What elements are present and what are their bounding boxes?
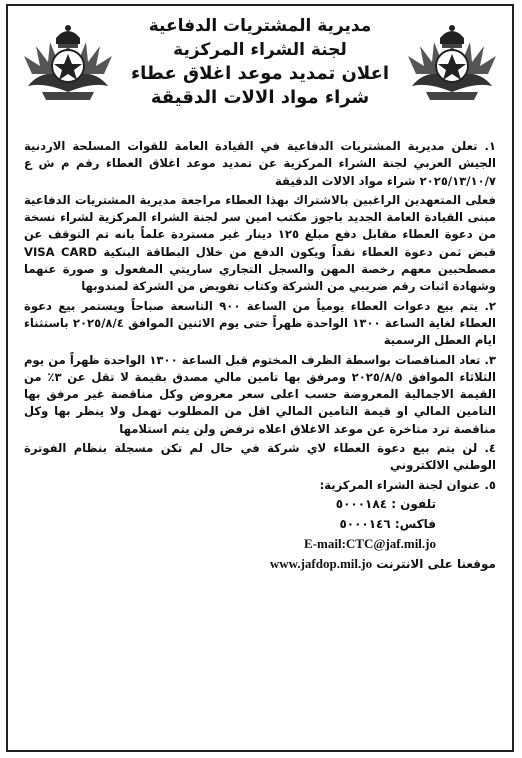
- fax-number: فاكس: ٥٠٠٠١٤٦: [339, 516, 436, 531]
- notice-header: [118, 14, 402, 110]
- notice-frame: [6, 4, 514, 752]
- notice-body: [24, 138, 496, 574]
- tender-subject: شراء مواد الالات الدقيقة: [150, 87, 370, 108]
- army-emblem-icon: [22, 16, 114, 108]
- website-line: [24, 554, 496, 574]
- website-link[interactable]: www.jafdop.mil.jo: [269, 555, 373, 571]
- army-emblem-icon: [406, 16, 498, 108]
- email-link[interactable]: E-mail:CTC@jaf.mil.jo: [304, 535, 436, 551]
- paragraph-2: ٢. يتم بيع دعوات العطاء يومياً من الساعة ٩٠٠ التاسعة صباحاً ويستمر بيع دعوة العطاء لغاية الساعة ١٣٠٠ الواحدة ظهراً حتى يوم الاثنين الموافق ٢٠٢٥/٨/٤ باستثناء ايام العطل الرسمية: [24, 298, 496, 348]
- announcement-title: اعلان تمديد موعد اغلاق عطاء: [130, 63, 390, 84]
- paragraph-5: ٥. عنوان لجنة الشراء المركزية:: [319, 477, 496, 492]
- website-label: موقعنا على الانترنت: [376, 556, 496, 571]
- paragraph-1: ١. تعلن مديرية المشتريات الدفاعية في القيادة العامة للقوات المسلحة الاردنية الجيش العربي لجنة الشراء المركزية عن تمديد موعد اغلاق العطاء رقم م ش ع ٢٠٢٥/١٣/١٠/٧ شراء مواد الالات الدقيقة: [24, 139, 496, 188]
- phone-number: تلفون : ٥٠٠٠١٨٤: [335, 496, 436, 511]
- contact-block: [24, 494, 496, 574]
- committee-title: لجنة الشراء المركزية: [173, 40, 347, 60]
- paragraph-4: ٤. لن يتم بيع دعوة العطاء لاي شركة في حال لم تكن مسجلة بنظام الفوترة الوطني الالكتروني: [24, 441, 496, 473]
- email-address[interactable]: [24, 534, 496, 554]
- paragraph-3: ٣. تعاد المناقصات بواسطة الظرف المختوم قبل الساعة ١٣٠٠ الواحدة ظهراً من يوم الثلاثاء الموافق ٢٠٢٥/٨/٥ ومرفق بها تامين مالي مصدق بقيمة لا تقل عن ٣٪ من القيمة الاجمالية المعروضة حسب اعلى سعر معروض وكل مناقصة غير مرفق بها التامين المالي او قيمة التامين المالي اقل من المطلوب تهمل ولا ينظر بها وكل مناقصة ترد متاخرة عن موعد الاغلاق اعلاه ترفض ولن يتم استلامها: [24, 352, 496, 436]
- directorate-title: مديرية المشتريات الدفاعية: [148, 16, 372, 36]
- paragraph-1-details: فعلى المتعهدين الراغبين بالاشتراك بهذا العطاء مراجعة مديرية المشتريات الدفاعية مبنى القيادة العامة الجديد باجوز مكتب امين سر لجنة الشراء المركزية لشراء نسخة من دعوة العطاء مقابل دفع مبلغ ١٢٥ دينار غير مستردة علماً بانه تم التوقف عن قبض ثمن دعوة العطاء نقداً ويكون الدفع من خلال البطاقة البنكية VISA CARD مصطحبين معهم رخصة المهن والسجل التجاري ساريتي المفعول و صورة عنهما وشهادة اثبات رقم ضريبي من الشركة وكتاب تفويض من الشركة لمندوبها: [24, 192, 497, 294]
